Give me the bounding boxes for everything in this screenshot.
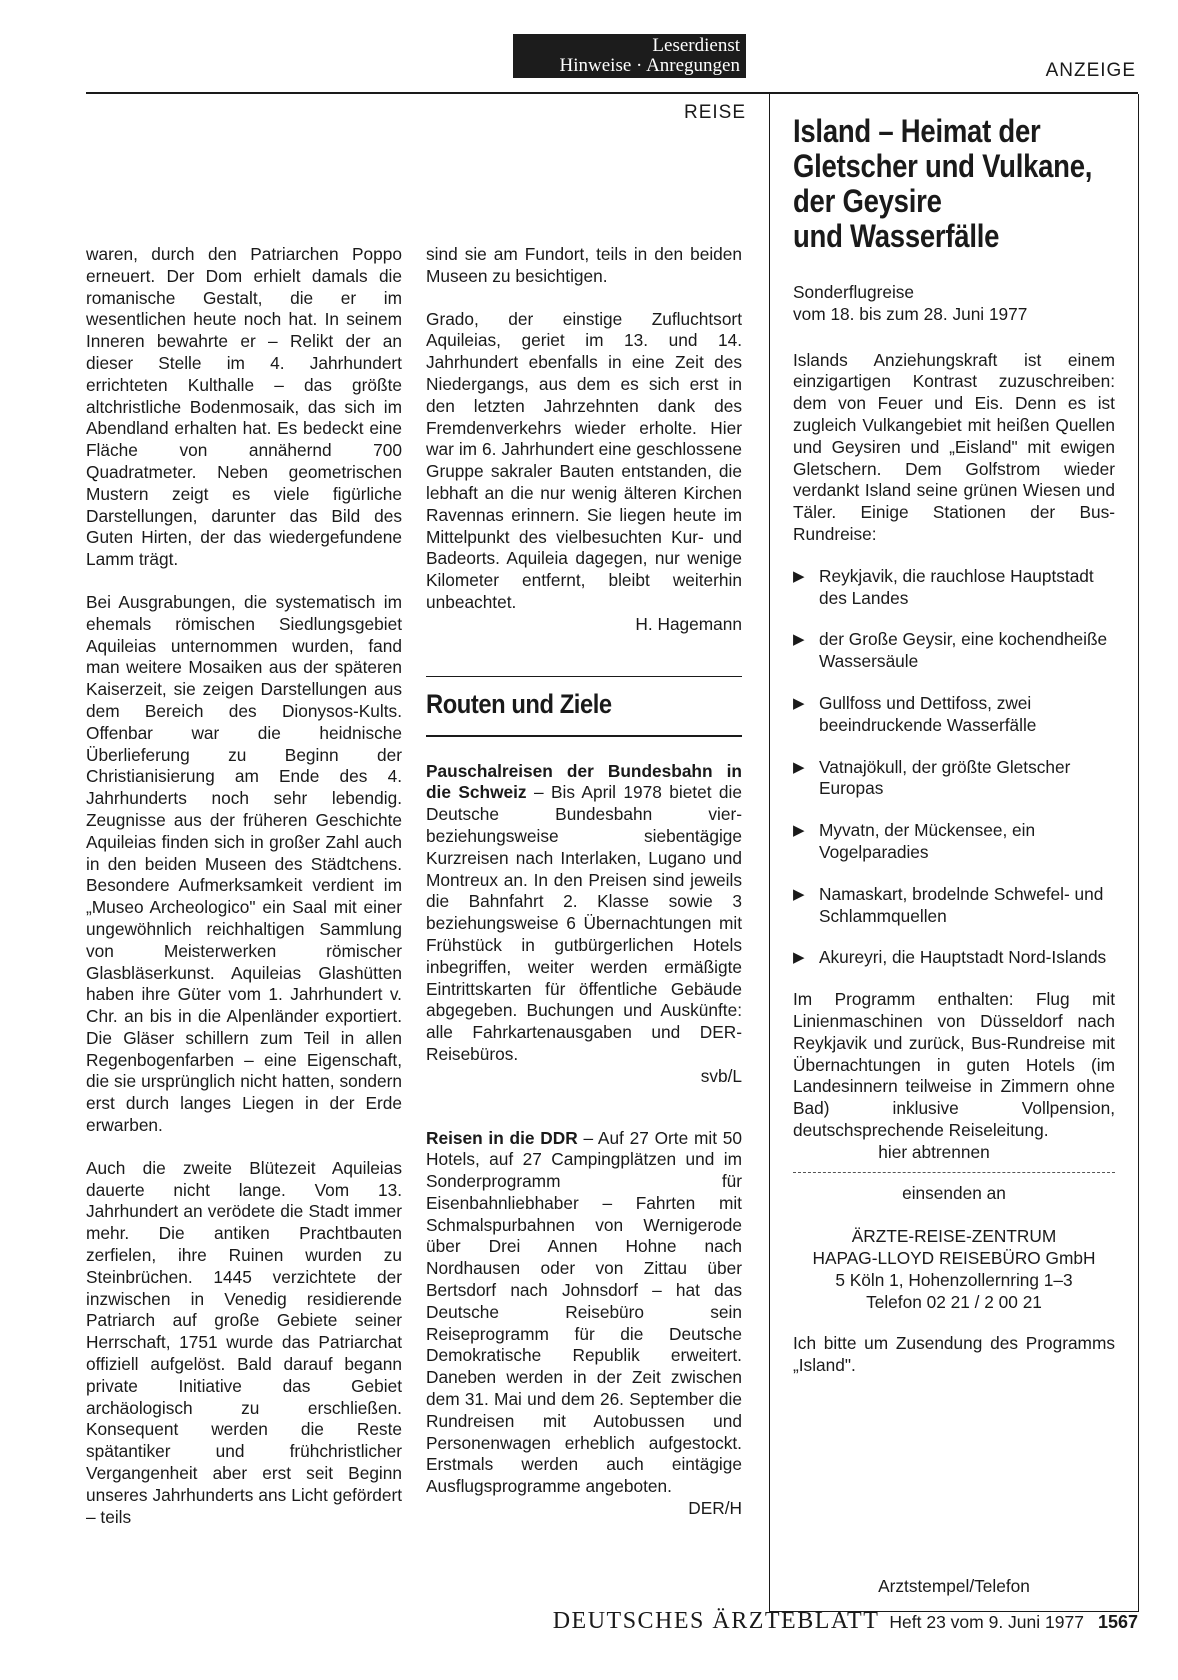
ad-title-line: und Wasserfälle (793, 218, 1000, 254)
section-header-box (513, 34, 746, 78)
paragraph: Auch die zweite Blütezeit Aquileias dauerte nicht lange. Vom 13. Jahrhundert an verödete die Stadt immer mehr. Die antiken Prachtbauten zerfielen, ihre Ruinen wurden zu Steinbrüchen. 1445 verzichtete der inzwischen in Venedig residierende Patriarch auf große Gebiete seiner Herrschaft, 1751 wurde das Patriarchat offiziell aufgelöst. Bald darauf begann private Initiative das Gebiet archäologisch zu erschließen. Konsequent werden die Reste spätantiker und frühchristlicher Vergangenheit aber erst seit Beginn unseres Jahrhunderts ans Licht gefördert – teils (86, 1157, 402, 1527)
news-item-bundesbahn (426, 761, 742, 1066)
arrow-icon: ▶ (793, 694, 805, 712)
author-line (426, 614, 742, 636)
ad-subtitle (793, 282, 1115, 326)
station-item (793, 947, 1115, 969)
news-item-ddr (426, 1128, 742, 1499)
section-rule (426, 735, 742, 737)
header-line-2: Hinweise · Anregungen (559, 55, 740, 76)
news-item-text: – Bis April 1978 bietet die Deutsche Bundesbahn vier- beziehungsweise siebentägige Kurzreisen nach Interlaken, Lugano und Montreux an. In den Preisen sind jeweils die Bahnfahrt 2. Klasse sowie 3 beziehungsweise 6 Übernachtungen mit Frühstück in gutbürgerlichen Hotels inbegriffen, weiter werden ermäßigte Eintrittskarten für öffentliche Gebäude abgegeben. Buchungen und Auskünfte: alle Fahrkartenausgaben und DER-Reisebüros. (426, 782, 742, 1064)
arrow-icon: ▶ (793, 822, 805, 840)
station-text: Reykjavik, die rauchlose Hauptstadt des Landes (819, 565, 1094, 608)
cut-line (793, 1172, 1115, 1173)
paragraph: waren, durch den Patriarchen Poppo erneuert. Der Dom erhielt damals die romanische Gestalt, die er im wesentlichen heute noch hat. In seinem Inneren bewahrte er – Relikt der an dieser Stelle im 4. Jahrhundert errichteten Kulthalle – das größte altchristliche Bodenmosaik, das sich im Abendland erhalten hat. Es bedeckt eine Fläche von annähernd 700 Quadratmeter. Neben geometrischen Mustern zeigt es viele figürliche Darstellungen, darunter das Bild des Guten Hirten, der das wiedergefundene Lamm trägt. (86, 244, 402, 570)
station-item (793, 820, 1115, 864)
reise-label: REISE (683, 102, 746, 123)
station-item (793, 757, 1115, 801)
news-item-heading: Reisen in die DDR (426, 1127, 578, 1148)
cut-here-label: hier abtrennen (878, 1141, 990, 1162)
ad-title-line: Island – Heimat der (793, 113, 1041, 149)
news-item-heading: Pauschalreisen der Bundesbahn in die Schweiz (426, 760, 742, 803)
station-item (793, 693, 1115, 737)
ad-subtitle-line: Sonderflugreise (793, 282, 915, 302)
station-text: Akureyri, die Hauptstadt Nord-Islands (819, 947, 1107, 968)
arrow-icon: ▶ (793, 567, 805, 585)
address-line: ÄRZTE-REISE-ZENTRUM (851, 1226, 1057, 1247)
author-signature: H. Hagemann (635, 613, 742, 634)
news-item-signature-line (426, 1498, 742, 1520)
station-text: der Große Geysir, eine kochendheiße Wassersäule (819, 629, 1108, 672)
news-item-signature-line (426, 1066, 742, 1088)
issue-info: Heft 23 vom 9. Juni 1977 (889, 1612, 1084, 1632)
ad-subtitle-line: vom 18. bis zum 28. Juni 1977 (793, 303, 1028, 324)
section-title: Routen und Ziele (426, 689, 612, 720)
address-line: Telefon 02 21 / 2 00 21 (866, 1291, 1042, 1312)
paragraph-text: Grado, der einstige Zufluchtsort Aquileias, geriet im 13. und 14. Jahrhundert ebenfalls in eine Zeit des Niedergangs, aus dem es sich erst in den letzten Jahrzehnten dank des Fremdenverkehrs wieder erholte. Hier war im 6. Jahrhundert eine geschlossene Gruppe sakraler Bauten entstanden, die lebhaft an die nur wenig älteren Kirchen Ravennas erinnern. Sie liegen heute im Mittelpunkt des vielbesuchten Kur- und Badeorts. Aquileia dagegen, nur wenige Kilometer entfernt, bleibt weiterhin unbeachtet. (426, 308, 742, 612)
paragraph: Bei Ausgrabungen, die systematisch im ehemals römischen Siedlungsgebiet Aquileias unternommen wurden, fand man weitere Mosaiken aus der späteren Kaiserzeit, sie zeigen Darstellungen aus dem Bereich des Dionysos-Kults. Offenbar war die heidnische Überlieferung zu Beginn der Christianisierung am Ende des 4. Jahrhunderts noch sehr lebendig. Zeugnisse aus der früheren Geschichte Aquileias finden sich in großer Zahl auch in den beiden Museen des Städtchens. Besondere Aufmerksamkeit verdient im „Museo Archeologico" ein Saal mit einer ungewöhnlich reichhaltigen Sammlung von Meisterwerken römischer Glasbläserkunst. Aquileias Glashütten haben ihre Güter vom 1. Jahrhundert v. Chr. an bis in die Alpenländer exportiert. Die Gläser schillern zum Teil in allen Regenbogenfarben – eine Eigenschaft, die sie ursprünglich nicht hatten, sondern erst durch langes Liegen in der Erde erwarben. (86, 591, 402, 1136)
station-text: Myvatn, der Mückensee, ein Vogelparadies (819, 820, 1036, 862)
station-list (793, 566, 1115, 969)
ad-title-line: Gletscher und Vulkane, (793, 148, 1093, 184)
ad-title-line: der Geysire (793, 183, 942, 219)
station-item (793, 629, 1115, 673)
advertisement-content (793, 114, 1115, 1397)
request-text: Ich bitte um Zusendung des Programms „Island". (793, 1333, 1115, 1376)
ad-program: Im Programm enthalten: Flug mit Linienmaschinen von Düsseldorf nach Reykjavik und zurück, Bus-Rundreise mit Übernachtungen in guten Hotels (im Landesinnern teilweise in Zimmern ohne Bad) inklusive Vollpension, deutschsprechende Reiseleitung. (793, 989, 1115, 1140)
send-to-label: einsenden an (902, 1182, 1006, 1203)
station-text: Gullfoss und Dettifoss, zwei beeindruckende Wasserfälle (819, 692, 1037, 735)
address-line: 5 Köln 1, Hohenzollernring 1–3 (835, 1269, 1073, 1290)
section-rule (426, 676, 742, 678)
news-item-text: – Auf 27 Orte mit 50 Hotels, auf 27 Campingplätzen und im Sonderprogramm für Eisenbahnliebhaber – Fahrten mit Schmalspurbahnen von Wernigerode über Drei Annen Hohne nach Nordhausen oder von Zittau über Bertsdorf nach Johnsdorf – hat das Deutsche Reisebüro sein Reiseprogramm für die Deutsche Demokratische Republik erweitert. Daneben werden in der Zeit zwischen dem 31. Mai und dem 26. September die Rundreisen mit Autobussen und Personenwagen erheblich aufgestockt. Erstmals werden auch eintägige Ausflugsprogramme angeboten. (426, 1127, 742, 1497)
advertisement-box (769, 94, 1139, 1612)
news-item-signature: svb/L (700, 1065, 742, 1086)
header-line-1: Leserdienst (652, 35, 740, 56)
arrow-icon: ▶ (793, 758, 805, 776)
station-text: Namaskart, brodelnde Schwefel- und Schlammquellen (819, 883, 1104, 926)
paragraph (426, 309, 742, 614)
article-column-1 (86, 244, 402, 1549)
address-line: HAPAG-LLOYD REISEBÜRO GmbH (812, 1248, 1096, 1269)
page-number: 1567 (1097, 1612, 1138, 1632)
address-block (793, 1226, 1115, 1313)
news-item-signature: DER/H (688, 1498, 742, 1519)
station-item (793, 884, 1115, 928)
arrow-icon: ▶ (793, 885, 805, 903)
stamp-label: Arztstempel/Telefon (878, 1576, 1030, 1596)
station-item (793, 566, 1115, 610)
arrow-icon: ▶ (793, 949, 805, 967)
article-column-2 (426, 244, 742, 1520)
page-footer (508, 1608, 1138, 1635)
ad-title (793, 113, 1093, 254)
anzeige-label: ANZEIGE (1045, 60, 1136, 81)
ad-intro: Islands Anziehungskraft ist einem einzigartigen Kontrast zuzuschreiben: dem von Feuer und Eis. Denn es ist zugleich Vulkangebiet mit heißen Quellen und Geysiren und „Eisland" mit ewigen Gletschern. Dem Golfstrom wieder verdankt Island seine grünen Wiesen und Täler. Einige Stationen der Bus-Rundreise: (793, 349, 1115, 544)
station-text: Vatnajökull, der größte Gletscher Europas (819, 756, 1071, 799)
magazine-name: DEUTSCHES ÄRZTEBLATT (552, 1608, 880, 1634)
arrow-icon: ▶ (793, 631, 805, 649)
paragraph: sind sie am Fundort, teils in den beiden Museen zu besichtigen. (426, 244, 742, 286)
